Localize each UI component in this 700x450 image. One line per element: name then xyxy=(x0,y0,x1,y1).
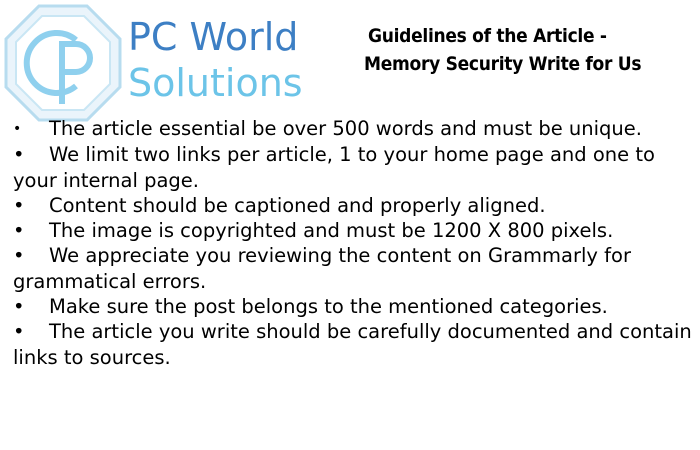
bullet-icon: • xyxy=(13,193,25,217)
guideline-text: We appreciate you reviewing the content on Grammarly for grammatical errors. xyxy=(13,244,631,293)
list-item xyxy=(13,142,693,193)
guideline-text: The image is copyrighted and must be 1200 X 800 pixels. xyxy=(49,219,614,243)
list-item xyxy=(13,294,693,319)
guidelines-list xyxy=(13,116,693,370)
brand-name xyxy=(128,14,303,106)
brand-line-1: PC World xyxy=(128,15,299,59)
brand-line-2: Solutions xyxy=(128,61,303,105)
list-item xyxy=(13,319,693,370)
bullet-icon: • xyxy=(13,295,25,319)
cp-logo-icon xyxy=(4,4,122,122)
heading-line-1: Guidelines of the Article - xyxy=(368,25,607,47)
list-item xyxy=(13,218,693,243)
guideline-text: The article essential be over 500 words and must be unique. xyxy=(49,117,642,140)
bullet-icon: • xyxy=(13,143,25,167)
article-heading xyxy=(364,22,698,78)
list-item xyxy=(13,193,693,218)
heading-line-2: Memory Security Write for Us xyxy=(364,53,642,75)
list-item xyxy=(13,243,693,294)
list-item xyxy=(13,116,693,142)
bullet-icon: • xyxy=(13,244,25,268)
bullet-icon: • xyxy=(13,121,22,137)
bullet-icon: • xyxy=(13,320,25,344)
guideline-text: Make sure the post belongs to the mentioned categories. xyxy=(49,295,608,319)
guideline-text: Content should be captioned and properly aligned. xyxy=(49,193,546,217)
bullet-icon: • xyxy=(13,219,25,243)
guideline-text: We limit two links per article, 1 to your home page and one to your internal page. xyxy=(13,143,655,192)
guideline-text: The article you write should be carefully documented and contain links to sources. xyxy=(13,320,692,369)
